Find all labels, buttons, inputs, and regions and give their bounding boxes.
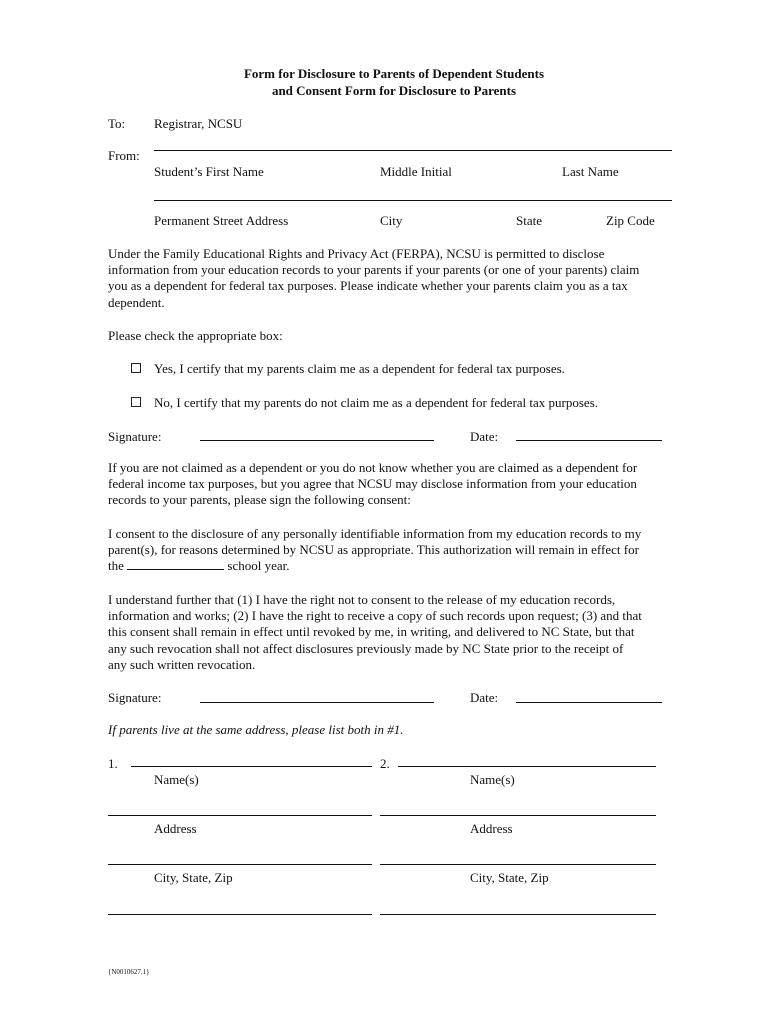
to-label: To: [108, 116, 126, 131]
to-value: Registrar, NCSU [154, 116, 243, 131]
student-name-line[interactable] [154, 150, 672, 151]
form-title-line2: and Consent Form for Disclosure to Parents [271, 83, 517, 98]
form-title-line1: Form for Disclosure to Parents of Dependent Students [243, 66, 545, 81]
no-checkbox[interactable] [131, 397, 141, 407]
parent-1-name-line[interactable] [131, 766, 372, 767]
understand-line: this consent shall remain in effect until revoked by me, in writing, and delivered to NC State, but that [108, 624, 635, 640]
understand-paragraph [108, 592, 678, 673]
zip-code-label: Zip Code [606, 213, 655, 228]
ferpa-paragraph [108, 246, 678, 311]
parent-2-number: 2. [380, 756, 390, 771]
same-address-note: If parents live at the same address, please list both in #1. [108, 722, 404, 737]
parent-1-address-label: Address [154, 821, 197, 836]
understand-line: information and works; (2) I have the right to receive a copy of such records upon request; (3) and that [108, 608, 642, 624]
consent-line: I consent to the disclosure of any personally identifiable information from my education records to my [108, 526, 642, 541]
from-label: From: [108, 148, 140, 163]
footer-code: {N0010627.1} [108, 968, 150, 976]
signature-label: Signature: [108, 429, 162, 444]
parent-2-city-state-zip-label: City, State, Zip [470, 870, 549, 885]
consent-the: the [108, 558, 124, 574]
yes-option-label: Yes, I certify that my parents claim me as a dependent for federal tax purposes. [154, 361, 565, 376]
signature-line[interactable] [200, 440, 434, 441]
ferpa-line: Under the Family Educational Rights and Privacy Act (FERPA), NCSU is permitted to disclose [108, 246, 605, 261]
parent-1-extra-line[interactable] [108, 914, 372, 915]
parent-1-names-label: Name(s) [154, 772, 199, 787]
understand-line: I understand further that (1) I have the right not to consent to the release of my education records, [108, 592, 616, 607]
understand-line: any such revocation shall not affect disclosures previously made by NC State prior to the receipt of [108, 640, 624, 656]
check-prompt: Please check the appropriate box: [108, 328, 283, 343]
city-label: City [380, 213, 403, 228]
parent-1-city-state-zip-label: City, State, Zip [154, 870, 233, 885]
parent-2-names-label: Name(s) [470, 772, 515, 787]
parent-1-number: 1. [108, 756, 118, 771]
date-line[interactable] [516, 440, 662, 441]
date-line-2[interactable] [516, 702, 662, 703]
ferpa-line: information from your education records to your parents if your parents (or one of your parents) claim [108, 262, 640, 278]
understand-line: any such written revocation. [108, 656, 256, 672]
not-claimed-paragraph [108, 460, 678, 509]
parent-2-address-line[interactable] [380, 815, 656, 816]
no-option-label: No, I certify that my parents do not claim me as a dependent for federal tax purposes. [154, 395, 599, 410]
signature-line-2[interactable] [200, 702, 434, 703]
first-name-label: Student’s First Name [154, 164, 264, 179]
yes-checkbox[interactable] [131, 363, 141, 373]
parent-2-city-line[interactable] [380, 864, 656, 865]
parent-1-address-line[interactable] [108, 815, 372, 816]
consent-paragraph [108, 526, 678, 575]
parent-2-extra-line[interactable] [380, 914, 656, 915]
consent-line: parent(s), for reasons determined by NCSU as appropriate. This authorization will remain in effect for [108, 542, 639, 558]
parent-2-address-label: Address [470, 821, 513, 836]
consent-line-3 [108, 558, 678, 574]
not-claimed-line: federal income tax purposes, but you agree that NCSU may disclose information from your education [108, 476, 637, 492]
date-label: Date: [470, 429, 499, 444]
ferpa-line: dependent. [108, 294, 165, 310]
not-claimed-line: records to your parents, please sign the following consent: [108, 492, 411, 508]
ferpa-line: you as a dependent for federal tax purposes. Please indicate whether your parents claim you as a tax [108, 278, 628, 294]
not-claimed-line: If you are not claimed as a dependent or you do not know whether you are claimed as a dependent for [108, 460, 638, 475]
street-address-label: Permanent Street Address [154, 213, 289, 228]
parent-2-name-line[interactable] [398, 766, 656, 767]
date-label-2: Date: [470, 690, 499, 705]
school-year-blank[interactable] [127, 558, 224, 570]
last-name-label: Last Name [562, 164, 619, 179]
consent-school-year: school year. [227, 558, 290, 574]
signature-label-2: Signature: [108, 690, 162, 705]
parent-1-city-line[interactable] [108, 864, 372, 865]
address-line[interactable] [154, 200, 672, 201]
middle-initial-label: Middle Initial [380, 164, 452, 179]
state-label: State [516, 213, 542, 228]
